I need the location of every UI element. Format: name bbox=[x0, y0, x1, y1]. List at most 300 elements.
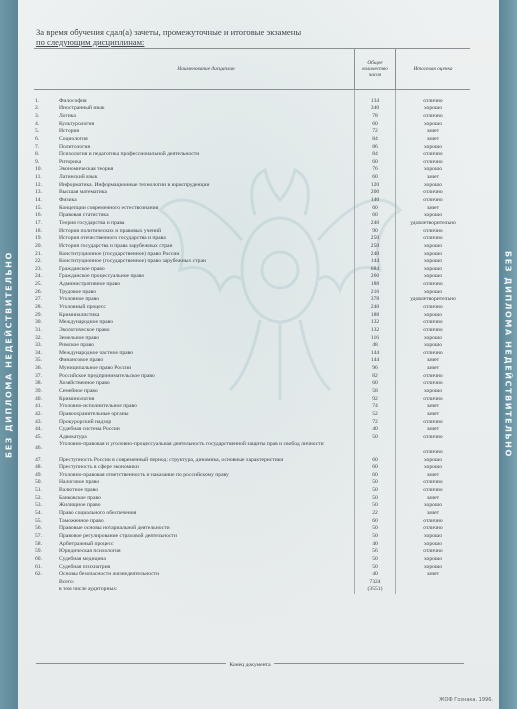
row-number: 52. bbox=[35, 494, 42, 501]
discipline-name: Экологическое право bbox=[59, 326, 110, 333]
discipline-name: Адвокатура bbox=[59, 433, 87, 440]
table-row bbox=[34, 411, 470, 419]
row-number: 8. bbox=[35, 151, 40, 158]
row-number: 62. bbox=[35, 571, 42, 578]
row-number: 55. bbox=[35, 517, 42, 524]
hours-value: 60 bbox=[355, 518, 396, 526]
grade-value: отлично bbox=[396, 281, 471, 289]
grade-value: отлично bbox=[396, 380, 471, 388]
row-number: 49. bbox=[35, 471, 42, 478]
row-number: 58. bbox=[35, 540, 42, 547]
table-row bbox=[34, 541, 470, 549]
discipline-name: Конституционное (государственное) право зарубежных стран bbox=[59, 258, 206, 265]
hours-value: 74 bbox=[355, 403, 396, 411]
table-row bbox=[34, 189, 470, 197]
table-row bbox=[34, 182, 470, 190]
discipline-name: Политология bbox=[59, 143, 91, 150]
hours-value: 340 bbox=[355, 105, 396, 113]
table-row bbox=[34, 571, 470, 579]
row-number: 51. bbox=[35, 487, 42, 494]
table-row bbox=[34, 479, 470, 487]
row-number: 29. bbox=[35, 311, 42, 318]
col-grade-header: Итоговая оценка bbox=[396, 49, 471, 90]
grade-value: отлично bbox=[396, 327, 471, 335]
grade-value: хорошо bbox=[396, 143, 471, 151]
hours-value: 40 bbox=[355, 571, 396, 579]
row-number: 18. bbox=[35, 227, 42, 234]
hours-value: 22 bbox=[355, 510, 396, 518]
table-row bbox=[34, 373, 470, 381]
hours-value: 58 bbox=[355, 388, 396, 396]
row-number: 1. bbox=[35, 97, 40, 104]
row-number: 56. bbox=[35, 525, 42, 532]
grade-value: отлично bbox=[396, 419, 471, 427]
hours-value: 116 bbox=[355, 335, 396, 343]
discipline-name: Судебная система России bbox=[59, 426, 120, 433]
table-row bbox=[34, 113, 470, 121]
hours-value: 188 bbox=[355, 312, 396, 320]
row-number: 13. bbox=[35, 189, 42, 196]
hours-value: 50 bbox=[355, 479, 396, 487]
row-number: 14. bbox=[35, 197, 42, 204]
row-number: 37. bbox=[35, 372, 42, 379]
table-row bbox=[34, 357, 470, 365]
grade-value: отлично bbox=[396, 304, 471, 312]
right-strip-text: БЕЗ ДИПЛОМА НЕДЕЙСТВИТЕЛЬНО bbox=[503, 251, 513, 458]
grade-value: хорошо bbox=[396, 342, 471, 350]
row-number: 44. bbox=[35, 426, 42, 433]
hours-value: 378 bbox=[355, 296, 396, 304]
discipline-name: Информатика. Информационные технологии в юриспруденции bbox=[59, 181, 210, 188]
discipline-name: Теория государства и права bbox=[59, 219, 125, 226]
grade-value: отлично bbox=[396, 151, 471, 159]
hours-value: 144 bbox=[355, 357, 396, 365]
table-body bbox=[34, 90, 470, 579]
table-row bbox=[34, 548, 470, 556]
grade-value: отлично bbox=[396, 228, 471, 236]
grade-value: зачет bbox=[396, 174, 471, 182]
row-number: 19. bbox=[35, 235, 42, 242]
discipline-name: История государства и права зарубежных стран bbox=[59, 242, 173, 249]
row-number: 47. bbox=[35, 456, 42, 463]
discipline-name: Уголовный процесс bbox=[59, 304, 106, 310]
discipline-name: Римское право bbox=[59, 342, 94, 349]
grade-value: зачет bbox=[396, 472, 471, 480]
row-number: 12. bbox=[35, 181, 42, 188]
table-row bbox=[34, 434, 470, 442]
grade-value: зачет bbox=[396, 510, 471, 518]
grade-value: хорошо bbox=[396, 266, 471, 274]
row-number: 61. bbox=[35, 563, 42, 570]
discipline-name: Латинский язык bbox=[59, 174, 98, 181]
grade-value: хорошо bbox=[396, 563, 471, 571]
grade-value: зачет bbox=[396, 571, 471, 579]
table-totals bbox=[34, 579, 470, 594]
row-number: 15. bbox=[35, 204, 42, 211]
table-row bbox=[34, 464, 470, 472]
row-number: 35. bbox=[35, 357, 42, 364]
hours-value: 144 bbox=[355, 258, 396, 266]
discipline-name: Земельное право bbox=[59, 334, 100, 341]
header-line-2: по следующим дисциплинам: bbox=[36, 37, 145, 47]
discipline-name: Судебная психиатрия bbox=[59, 563, 111, 570]
discipline-name: Административное право bbox=[59, 281, 121, 288]
table-row bbox=[34, 121, 470, 129]
row-number: 17. bbox=[35, 219, 42, 226]
discipline-name: Финансовое право bbox=[59, 357, 104, 364]
table-row bbox=[34, 151, 470, 159]
table-row bbox=[34, 304, 470, 312]
row-number: 34. bbox=[35, 349, 42, 356]
table-row bbox=[34, 105, 470, 113]
grade-value: зачет bbox=[396, 426, 471, 434]
discipline-name: Международное частное право bbox=[59, 349, 134, 356]
left-strip-text: БЕЗ ДИПЛОМА НЕДЕЙСТВИТЕЛЬНО bbox=[4, 251, 14, 458]
auditorium-row bbox=[34, 586, 470, 594]
table-row bbox=[34, 419, 470, 427]
table-row bbox=[34, 205, 470, 213]
table-row bbox=[34, 312, 470, 320]
grade-value: отлично bbox=[396, 189, 471, 197]
grade-value: хорошо bbox=[396, 533, 471, 541]
table-row bbox=[34, 327, 470, 335]
row-number: 23. bbox=[35, 265, 42, 272]
hours-value: 144 bbox=[355, 350, 396, 358]
hours-value: 50 bbox=[355, 434, 396, 442]
discipline-name: Иностранный язык bbox=[59, 105, 105, 112]
discipline-name: Логика bbox=[59, 112, 76, 119]
table-header-row bbox=[34, 49, 470, 90]
grade-value: хорошо bbox=[396, 182, 471, 190]
table-row bbox=[34, 128, 470, 136]
total-row bbox=[34, 579, 470, 587]
table-row bbox=[34, 441, 470, 456]
row-number: 36. bbox=[35, 365, 42, 372]
discipline-name: Психология и педагогика профессиональной деятельности bbox=[59, 151, 200, 158]
col-name-header: Наименование дисциплин bbox=[58, 49, 355, 90]
grade-value: отлично bbox=[396, 487, 471, 495]
grade-value: хорошо bbox=[396, 556, 471, 564]
row-number: 48. bbox=[35, 464, 42, 471]
end-of-document-text: Конец документа bbox=[226, 662, 273, 668]
table-row bbox=[34, 342, 470, 350]
table-row bbox=[34, 197, 470, 205]
hours-value: 120 bbox=[355, 182, 396, 190]
hours-value: 188 bbox=[355, 281, 396, 289]
table-row bbox=[34, 350, 470, 358]
table-row bbox=[34, 250, 470, 258]
row-number: 27. bbox=[35, 296, 42, 303]
row-number: 26. bbox=[35, 288, 42, 295]
table-row bbox=[34, 518, 470, 526]
hours-value: 60 bbox=[355, 212, 396, 220]
row-number: 24. bbox=[35, 273, 42, 280]
hours-value: 240 bbox=[355, 304, 396, 312]
hours-value: 134 bbox=[355, 98, 396, 106]
row-number: 21. bbox=[35, 250, 42, 257]
hours-value: 60 bbox=[355, 121, 396, 129]
document-header bbox=[36, 27, 466, 47]
hours-value: 84 bbox=[355, 136, 396, 144]
table-row bbox=[34, 487, 470, 495]
grade-value: отлично bbox=[396, 235, 471, 243]
grade-value: отлично bbox=[396, 350, 471, 358]
table-row bbox=[34, 235, 470, 243]
hours-value: 52 bbox=[355, 411, 396, 419]
grade-value: хорошо bbox=[396, 121, 471, 129]
hours-value: 216 bbox=[355, 289, 396, 297]
hours-value: 60 bbox=[355, 464, 396, 472]
hours-value: 48 bbox=[355, 342, 396, 350]
grade-value: зачет bbox=[396, 365, 471, 373]
discipline-name: Преступность России в современный период: структура, динамика, основные характеристики bbox=[59, 456, 284, 463]
grade-value: зачет bbox=[396, 403, 471, 411]
discipline-name: Семейное право bbox=[59, 388, 98, 395]
grade-value: хорошо bbox=[396, 258, 471, 266]
table-row bbox=[34, 472, 470, 480]
table-row bbox=[34, 525, 470, 533]
total-hours: 7324 bbox=[355, 579, 396, 587]
printer-imprint: ЖОФ Гознака. 1996. bbox=[439, 697, 493, 703]
row-number: 33. bbox=[35, 342, 42, 349]
row-number: 38. bbox=[35, 380, 42, 387]
discipline-name: Экономическая теория bbox=[59, 166, 114, 173]
discipline-name: Международное право bbox=[59, 319, 114, 326]
row-number: 39. bbox=[35, 388, 42, 395]
table-row bbox=[34, 174, 470, 182]
grade-value: отлично bbox=[396, 548, 471, 556]
grade-value: хорошо bbox=[396, 335, 471, 343]
hours-value: 92 bbox=[355, 396, 396, 404]
discipline-name: Культурология bbox=[59, 120, 95, 127]
row-number: 54. bbox=[35, 510, 42, 517]
hours-value: 40 bbox=[355, 541, 396, 549]
discipline-name: Социология bbox=[59, 135, 88, 142]
table-row bbox=[34, 258, 470, 266]
discipline-name: Прокурорский надзор bbox=[59, 418, 112, 425]
table-spacer-row bbox=[34, 90, 470, 98]
discipline-name: Таможенное право bbox=[59, 517, 104, 524]
hours-value: 90 bbox=[355, 228, 396, 236]
row-number: 28. bbox=[35, 304, 42, 310]
discipline-name: Валютное право bbox=[59, 487, 99, 494]
grade-value: зачет bbox=[396, 495, 471, 503]
grade-value: отлично bbox=[396, 373, 471, 381]
hours-value: 250 bbox=[355, 235, 396, 243]
discipline-name: Арбитражный процесс bbox=[59, 540, 114, 547]
grade-value: хорошо bbox=[396, 166, 471, 174]
table-row bbox=[34, 533, 470, 541]
grade-value: зачет bbox=[396, 128, 471, 136]
discipline-name: Гражданское процессуальное право bbox=[59, 273, 145, 280]
grade-value: зачет bbox=[396, 357, 471, 365]
table-row bbox=[34, 289, 470, 297]
table-row bbox=[34, 502, 470, 510]
discipline-name: Правовая статистика bbox=[59, 212, 109, 219]
row-number: 50. bbox=[35, 479, 42, 486]
grade-value: удовлетворительно bbox=[396, 220, 471, 228]
hours-value: 50 bbox=[355, 502, 396, 510]
table-row bbox=[34, 220, 470, 228]
discipline-name: Уголовно-правовая и уголовно-процессуальная деятельность государственной защиты прав и свобод личности bbox=[59, 441, 324, 448]
total-label: Всего: bbox=[59, 578, 75, 585]
table-row bbox=[34, 143, 470, 151]
auditorium-hours: (3551) bbox=[355, 586, 396, 594]
hours-value: 84 bbox=[355, 151, 396, 159]
table-row bbox=[34, 273, 470, 281]
hours-value: 50 bbox=[355, 533, 396, 541]
table-row bbox=[34, 228, 470, 236]
table-row bbox=[34, 456, 470, 464]
hours-value: 78 bbox=[355, 113, 396, 121]
hours-value: 60 bbox=[355, 174, 396, 182]
header-line-1: За время обучения сдал(а) зачеты, промежуточные и итоговые экзамены bbox=[36, 27, 302, 37]
row-number: 46. bbox=[35, 445, 42, 452]
discipline-name: Концепции современного естествознания bbox=[59, 204, 159, 211]
table-row bbox=[34, 98, 470, 106]
table-row bbox=[34, 510, 470, 518]
grade-value: отлично bbox=[396, 319, 471, 327]
discipline-name: Философия bbox=[59, 97, 87, 104]
grade-value: хорошо bbox=[396, 541, 471, 549]
row-number: 22. bbox=[35, 258, 42, 265]
table-row bbox=[34, 212, 470, 220]
hours-value: 140 bbox=[355, 197, 396, 205]
table-row bbox=[34, 426, 470, 434]
hours-value: 200 bbox=[355, 189, 396, 197]
discipline-name: Правоохранительные органы bbox=[59, 410, 129, 417]
grade-value: хорошо bbox=[396, 464, 471, 472]
grade-value: хорошо bbox=[396, 502, 471, 510]
hours-value: 260 bbox=[355, 273, 396, 281]
row-number: 42. bbox=[35, 410, 42, 417]
discipline-name: Риторика bbox=[59, 158, 82, 165]
table-row bbox=[34, 563, 470, 571]
grade-value: хорошо bbox=[396, 212, 471, 220]
discipline-name: Налоговое право bbox=[59, 479, 100, 486]
table-row bbox=[34, 159, 470, 167]
hours-value: 50 bbox=[355, 495, 396, 503]
hours-value bbox=[355, 441, 396, 456]
table-row bbox=[34, 243, 470, 251]
grade-value: хорошо bbox=[396, 243, 471, 251]
discipline-name: Право социального обеспечения bbox=[59, 510, 137, 517]
hours-value: 72 bbox=[355, 419, 396, 427]
hours-value: 72 bbox=[355, 128, 396, 136]
discipline-name: Правовое регулирование страховой деятельности bbox=[59, 532, 177, 539]
grade-value: отлично bbox=[396, 197, 471, 205]
row-number: 10. bbox=[35, 166, 42, 173]
row-number: 20. bbox=[35, 242, 42, 249]
table-row bbox=[34, 495, 470, 503]
col-number-header bbox=[34, 49, 58, 90]
row-number: 6. bbox=[35, 135, 40, 142]
row-number: 60. bbox=[35, 555, 42, 562]
hours-value: 60 bbox=[355, 456, 396, 464]
row-number: 16. bbox=[35, 212, 42, 219]
row-number: 9. bbox=[35, 158, 40, 165]
table-row bbox=[34, 380, 470, 388]
grade-value: хорошо bbox=[396, 105, 471, 113]
row-number: 45. bbox=[35, 433, 42, 440]
hours-value: 60 bbox=[355, 472, 396, 480]
grade-value: удовлетворительно bbox=[396, 296, 471, 304]
hours-value: 60 bbox=[355, 159, 396, 167]
grade-value: отлично bbox=[396, 396, 471, 404]
row-number: 53. bbox=[35, 502, 42, 509]
hours-value: 56 bbox=[355, 548, 396, 556]
table-row bbox=[34, 388, 470, 396]
hours-value: 50 bbox=[355, 525, 396, 533]
row-number: 41. bbox=[35, 403, 42, 410]
hours-value: 250 bbox=[355, 243, 396, 251]
grade-value: хорошо bbox=[396, 250, 471, 258]
discipline-name: Банковское право bbox=[59, 494, 101, 501]
discipline-name: Уголовное право bbox=[59, 296, 99, 303]
grade-value: хорошо bbox=[396, 289, 471, 297]
discipline-name: Конституционное (государственное) право России bbox=[59, 250, 180, 257]
table-row bbox=[34, 166, 470, 174]
hours-value: 50 bbox=[355, 487, 396, 495]
discipline-name: История отечественного государства и права bbox=[59, 235, 166, 242]
table-row bbox=[34, 296, 470, 304]
grade-value: хорошо bbox=[396, 456, 471, 464]
row-number: 11. bbox=[35, 174, 42, 181]
grade-value: хорошо bbox=[396, 312, 471, 320]
hours-value: 86 bbox=[355, 143, 396, 151]
discipline-name: Криминология bbox=[59, 395, 95, 402]
grade-value: хорошо bbox=[396, 388, 471, 396]
grade-value: отлично bbox=[396, 441, 471, 456]
grade-value: отлично bbox=[396, 525, 471, 533]
col-hours-header: Общее количество часов bbox=[355, 49, 396, 90]
discipline-name: Преступность в сфере экономики bbox=[59, 464, 139, 471]
grade-value: отлично bbox=[396, 113, 471, 121]
table-row bbox=[34, 319, 470, 327]
discipline-name: Высшая математика bbox=[59, 189, 107, 196]
discipline-name: Хозяйственное право bbox=[59, 380, 110, 387]
grade-value: отлично bbox=[396, 434, 471, 442]
grade-value: отлично bbox=[396, 518, 471, 526]
row-number: 5. bbox=[35, 128, 40, 135]
discipline-name: Основы безопасности жизнедеятельности bbox=[59, 571, 160, 578]
row-number: 43. bbox=[35, 418, 42, 425]
discipline-name: История политических и правовых учений bbox=[59, 227, 161, 234]
discipline-name: Правовые основы нотариальной деятельности bbox=[59, 525, 170, 532]
hours-value: 60 bbox=[355, 380, 396, 388]
row-number: 59. bbox=[35, 548, 42, 555]
hours-value: 96 bbox=[355, 365, 396, 373]
table-row bbox=[34, 266, 470, 274]
row-number: 32. bbox=[35, 334, 42, 341]
grade-value: зачет bbox=[396, 411, 471, 419]
discipline-name: Уголовно-исполнительное право bbox=[59, 403, 137, 410]
table-row bbox=[34, 335, 470, 343]
table-row bbox=[34, 365, 470, 373]
row-number: 4. bbox=[35, 120, 40, 127]
hours-value: 132 bbox=[355, 327, 396, 335]
discipline-name: Российское предпринимательское право bbox=[59, 372, 155, 379]
grade-value: отлично bbox=[396, 98, 471, 106]
hours-value: 240 bbox=[355, 250, 396, 258]
grade-value: отлично bbox=[396, 159, 471, 167]
discipline-name: Юридическая психология bbox=[59, 548, 121, 555]
table-row bbox=[34, 556, 470, 564]
row-number: 57. bbox=[35, 532, 42, 539]
table-row bbox=[34, 403, 470, 411]
hours-value: 132 bbox=[355, 319, 396, 327]
grade-value: хорошо bbox=[396, 273, 471, 281]
